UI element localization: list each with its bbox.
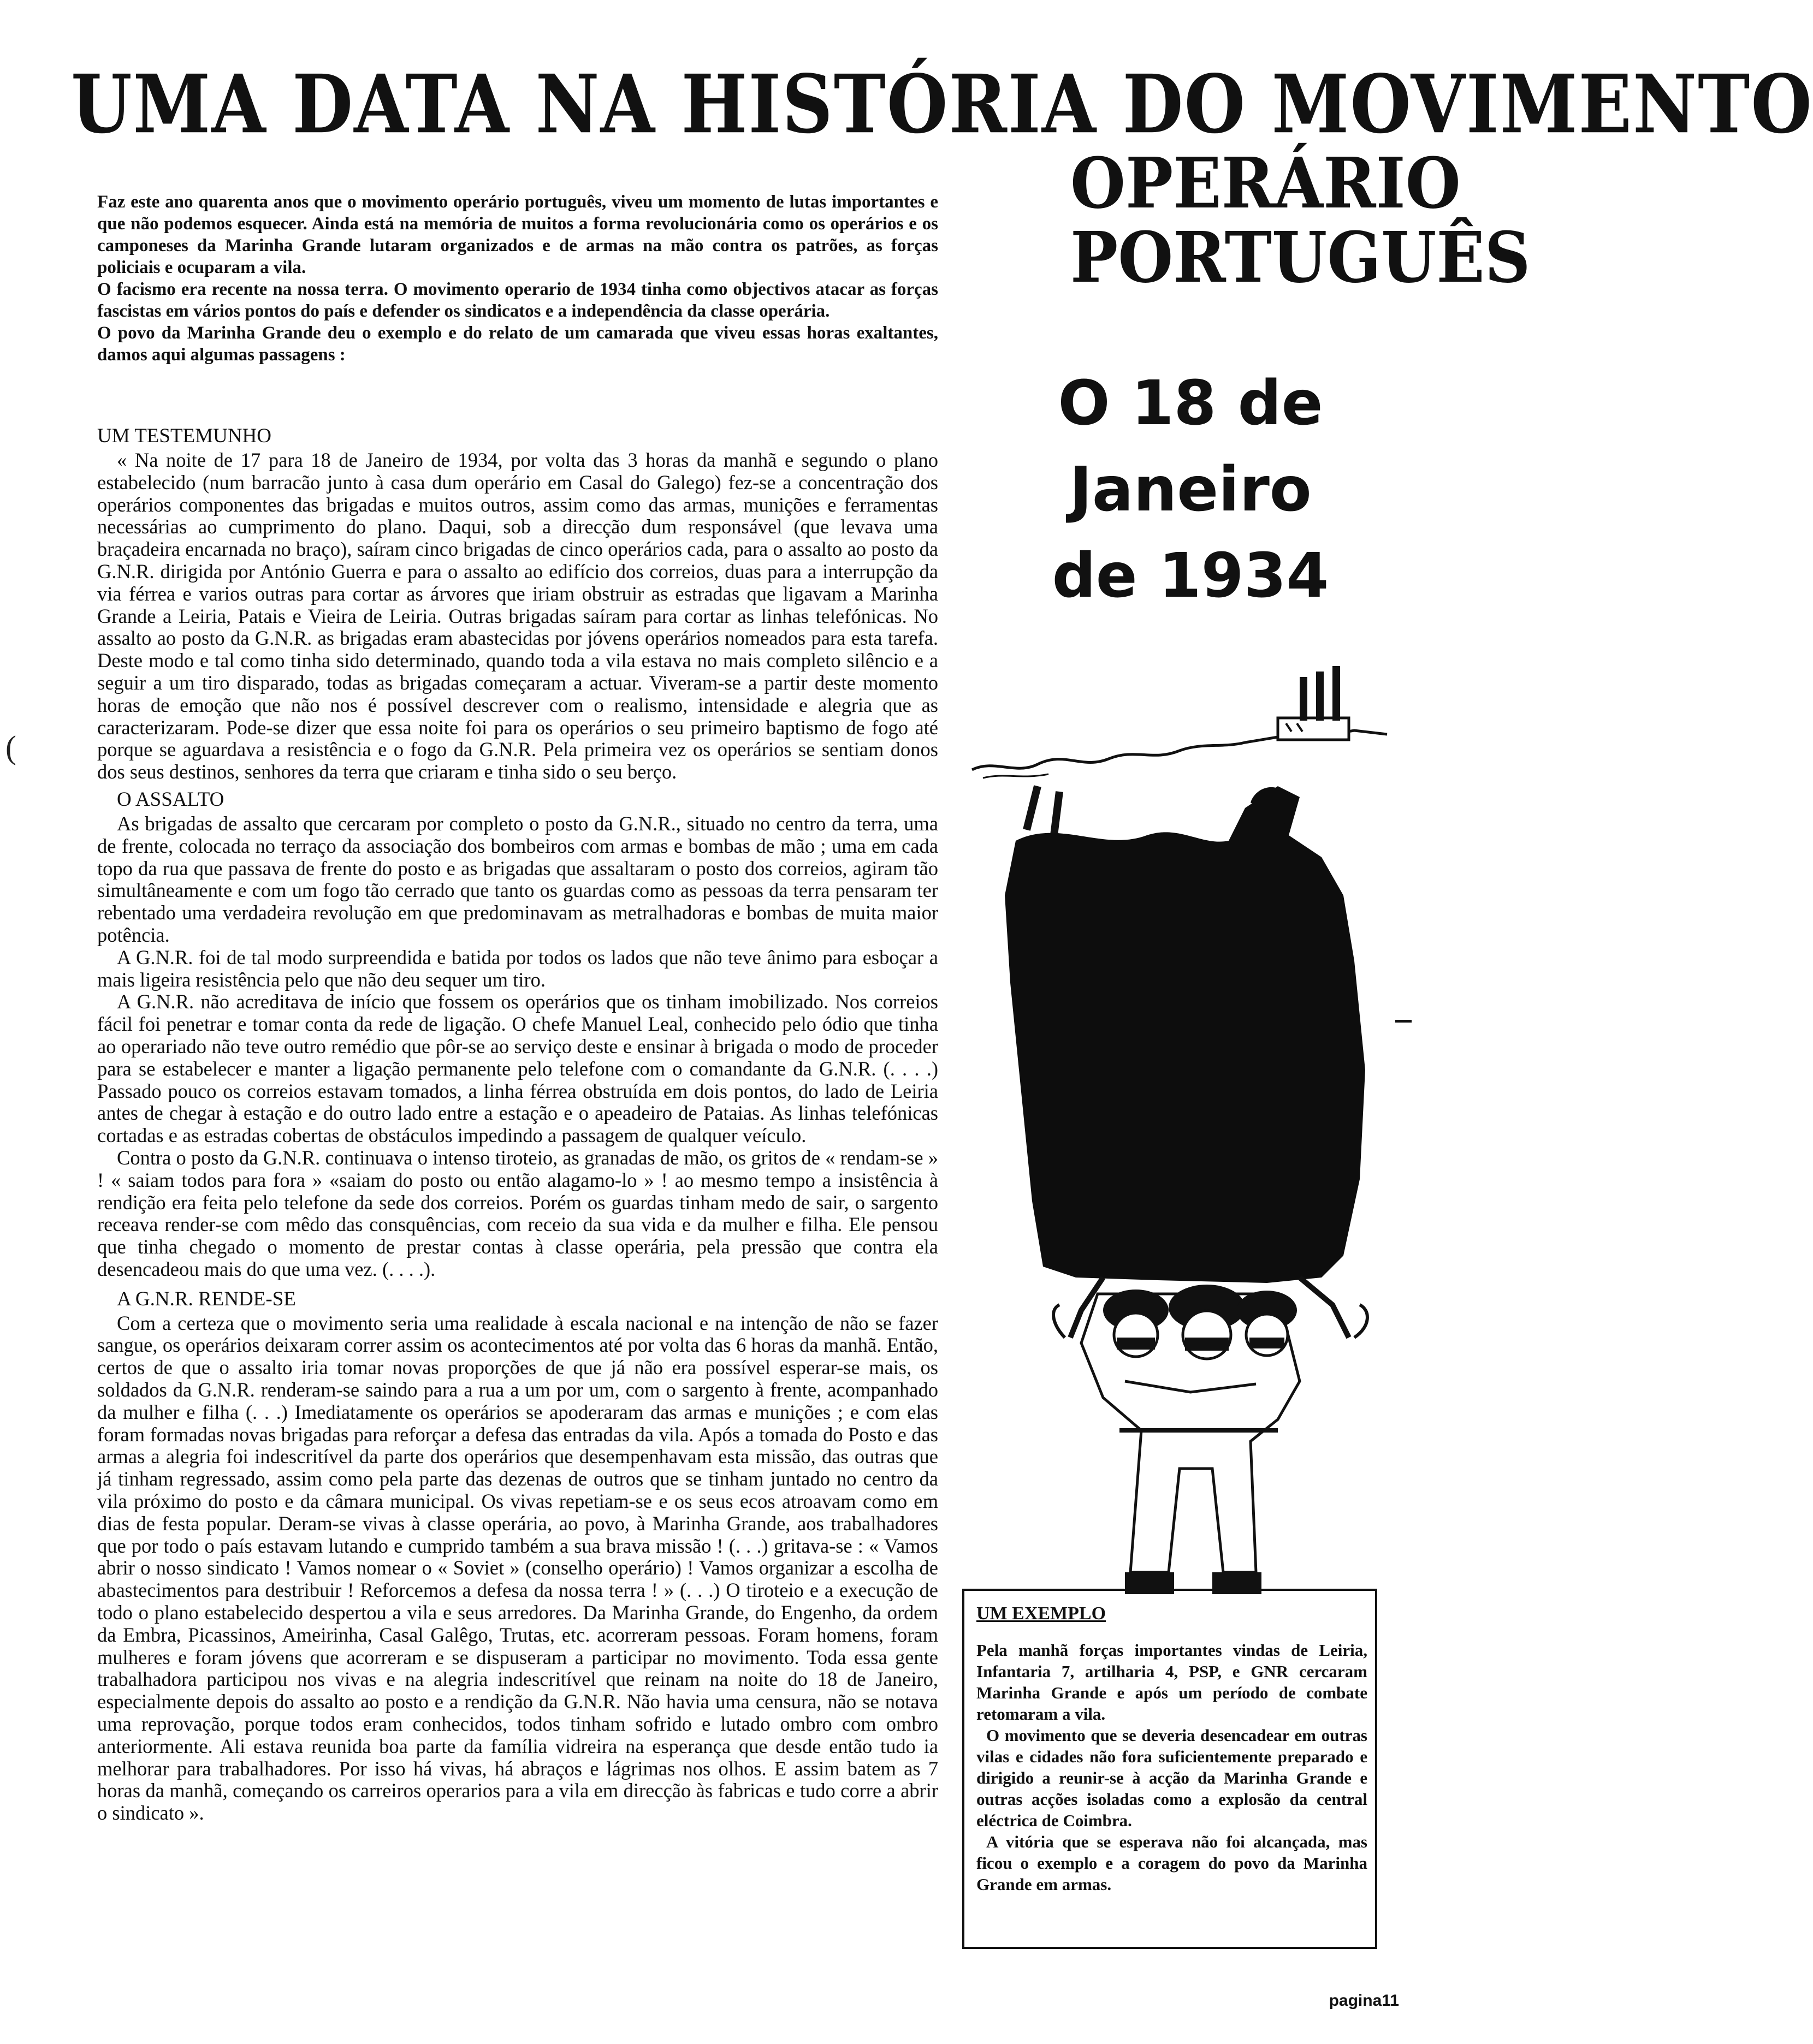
illustration-workers: [972, 666, 1387, 1605]
headline-operario: OPERÁRIO: [1070, 142, 1461, 224]
exemplo-heading: UM EXEMPLO: [976, 1603, 1106, 1624]
section-heading-assalto: O ASSALTO: [117, 788, 224, 811]
armed-workers-drawing: [994, 786, 1371, 1605]
headline-portugues: PORTUGUÊS: [1070, 217, 1531, 299]
exemplo-paragraph: O movimento que se deveria desencadear em outras vilas e cidades não fora suficientemente preparado e dirigido a reunir-se à acção da Marinha Grande e outras acções isoladas como a explosão da central eléctrica de Coimbra.: [976, 1726, 1367, 1830]
section-heading-testemunho: UM TESTEMUNHO: [97, 425, 271, 447]
section-heading-gnr-rende-se: A G.N.R. RENDE-SE: [117, 1287, 296, 1310]
date-line-1: O 18 de: [1058, 368, 1323, 439]
date-line-2: Janeiro: [1069, 454, 1312, 525]
section-paragraph: « Na noite de 17 para 18 de Janeiro de 1934, por volta das 3 horas da manhã e segundo o plano estabelecido (num barracão junto à casa dum operário em Casal do Galego) fez-se a concentração dos operários componentes das brigadas e muitos outros, assim como das armas, munições e ferramentas necessárias ao cumprimento do plano. Daqui, sob a direcção dum responsável (que levava uma braçadeira encarnada no braço), saíram cinco brigadas de cinco operários cada, para o assalto ao posto da G.N.R. dirigida por António Guerra e para o assalto ao edifício dos correios, duas para a interrupção da via férrea e varios outras para cortar as árvores que iriam obstruir as estradas que ligavam a Marinha Grande a Leiria, Patais e Vieira de Leiria. Outras brigadas saíram para cortar as linhas telefónicas. No assalto ao posto da G.N.R. as brigadas eram abastecidas por jóvens operários nomeados para esta tarefa. Deste modo e tal como tinha sido determinado, quando toda a vila estava no mais completo silêncio e a seguir a um tiro disparado, todas as brigadas começaram a actuar. Viveram-se a partir deste momento horas de emoção que não nos é possível descrever com o realismo, intensidade e alegria que as caracterizaram. Pode-se dizer que essa noite foi para os operários o seu primeiro baptismo de fogo até porque se aguardava a resistência e o fogo da G.N.R. Pela primeira vez os operários se sentiam donos dos seus destinos, senhores da terra que criaram e tinha sido o seu berço.: [97, 449, 938, 783]
page-number: pagina11: [1329, 1992, 1399, 2010]
section-paragraph: A G.N.R. foi de tal modo surpreendida e batida por todos os lados que não teve ânimo para esboçar a mais ligeira resistência pelo que não deu sequer um tiro.: [97, 946, 938, 991]
intro-paragraph: Faz este ano quarenta anos que o movimento operário português, viveu um momento de lutas importantes e que não podemos esquecer. Ainda está na memória de muitos a forma revolucionária como os operários e os camponeses da Marinha Grande lutaram organizados e de armas na mão contra os patrões, as forças policiais e ocuparam a vila.: [97, 192, 938, 277]
section-paragraph: Com a certeza que o movimento seria uma realidade à escala nacional e na intenção de não se fazer sangue, os operários deixaram correr assim os acontecimentos até por volta das 6 horas da manhã. Então, certos de que o assalto iria tomar novas proporções de que já não era possível esperar-se mais, os soldados da G.N.R. renderam-se saindo para a rua a um por um, com o sargento à frente, acompanhado da mulher e filha (. . .) Imediatamente os operários se apoderaram das armas e munições ; e com elas foram formadas novas brigadas para reforçar a defesa das entradas da vila. Após a tomada do Posto e das armas a alegria foi indescritível da parte dos operários que desempenhavam esta missão, das outras que já tinham regressado, assim como pela parte das dezenas de outros que se tinham juntado no centro da vila próximo do posto e da câmara municipal. Os vivas repetiam-se e os seus ecos atroavam como em dias de festa popular. Deram-se vivas à classe operária, ao povo, à Marinha Grande, aos trabalhadores que por todo o país estavam lutando e cumprido também a sua brava missão ! (. . .) gritava-se : « Vamos abrir o nosso sindicato ! Vamos nomear o « Soviet » (conselho operário) ! Vamos organizar a escolha de abastecimentos para destribuir ! Reforcemos a defesa da nossa terra ! » (. . .) O tiroteio e a execução de todo o plano estabelecido despertou a vila e seus arredores. Da Marinha Grande, do Engenho, da ordem da Embra, Picassinos, Ameirinha, Casal Galêgo, Trutas, etc. acorreram pessoas. Foram homens, foram mulheres e foram jóvens que acorreram e se dispuseram a participar no movimento. Toda essa gente trabalhadora participou nos vivas e na alegria indescritível que reinam na noite do 18 de Janeiro, especialmente depois do assalto ao posto e a rendição da G.N.R. Não havia uma censura, não se notava uma reprovação, porque todos eram conhecidos, todos tinham sofrido e lutado ombro com ombro anteriormente. Ali estava reunida boa parte da família vidreira na esperança que desde então tudo ia melhorar para trabalhadores. Por isso há vivas, há abraços e lágrimas nos olhos. E assim batem as 7 horas da manhã, começando os carreiros operarios para a vila em direcção às fabricas e tudo corre a abrir o sindicato ».: [97, 1311, 938, 1825]
margin-mark: (: [5, 729, 16, 765]
article-body: [97, 423, 938, 1825]
date-block: [1027, 360, 1354, 619]
intro-paragraph: O facismo era recente na nossa terra. O movimento operario de 1934 tinha como objectivos atacar as forças fascistas em vários pontos do país e defender os sindicatos e a independência da classe operária.: [97, 280, 938, 321]
date-line-3: de 1934: [1052, 540, 1329, 611]
margin-dash: [1395, 1020, 1412, 1023]
intro-paragraph: O povo da Marinha Grande deu o exemplo e do relato de um camarada que viveu essas horas exaltantes, damos aqui algumas passagens :: [97, 323, 938, 365]
section-paragraph: A G.N.R. não acreditava de início que fossem os operários que os tinham imobilizado. Nos correios fácil foi penetrar e tomar conta da rede de ligação. O chefe Manuel Leal, conhecido pelo ódio que tinha ao operariado não teve outro remédio que pôr-se ao serviço deste e ensinar à brigada o modo de proceder para se estabelecer e manter a ligação permanente pelo telefone com o comandante da G.N.R. (. . . .) Passado pouco os correios estavam tomados, a linha férrea obstruída em dois pontos, do lado de Leiria antes de chegar à estação e do outro lado entre a estação e o apeadeiro de Pataias. As linhas telefónicas cortadas e as estradas cobertas de obstáculos impedindo a passagem de qualquer veículo.: [97, 990, 938, 1147]
headline: UMA DATA NA HISTÓRIA DO MOVIMENTO: [71, 57, 1813, 152]
exemplo-paragraph: A vitória que se esperava não foi alcançada, mas ficou o exemplo e a coragem do povo da Marinha Grande em armas.: [976, 1832, 1367, 1894]
exemplo-paragraph: Pela manhã forças importantes vindas de Leiria, Infantaria 7, artilharia 4, PSP, e GNR cercaram Marinha Grande e após um período de combate retomaram a vila.: [976, 1641, 1367, 1724]
section-paragraph: As brigadas de assalto que cercaram por completo o posto da G.N.R., situado no centro da terra, uma de frente, colocada no terraço da associação dos bombeiros com armas e bombas de mão ; uma em cada topo da rua que passava de frente do posto e as brigadas que assaltaram o posto dos correios, agiram tão simultâneamente e com um fogo tão cerrado que tanto os guardas como as pessoas da terra pensaram ter rebentado uma verdadeira revolução em que predominavam as metralhadoras e bombas de muita maior potência.: [97, 812, 938, 946]
section-paragraph: Contra o posto da G.N.R. continuava o intenso tiroteio, as granadas de mão, os gritos de « rendam-se » ! « saiam todos para fora » «saiam do posto ou então alagamo-lo » ! ao mesmo tempo a insistência à rendição era feita pelo telefone da sede dos correios. Porém os guardas tinham medo de sair, o sargento receava render-se com mêdo das consquências, com receio da sua vida e da mulher e filha. Ele pensou que tinha chegado o momento de prestar contas à classe operária, pela pressão que contra ela desencadeou mais do que uma vez. (. . . .).: [97, 1146, 938, 1280]
intro-text: [97, 191, 938, 366]
factory-skyline-drawing: [972, 666, 1387, 786]
exemplo-box: [962, 1589, 1377, 1949]
